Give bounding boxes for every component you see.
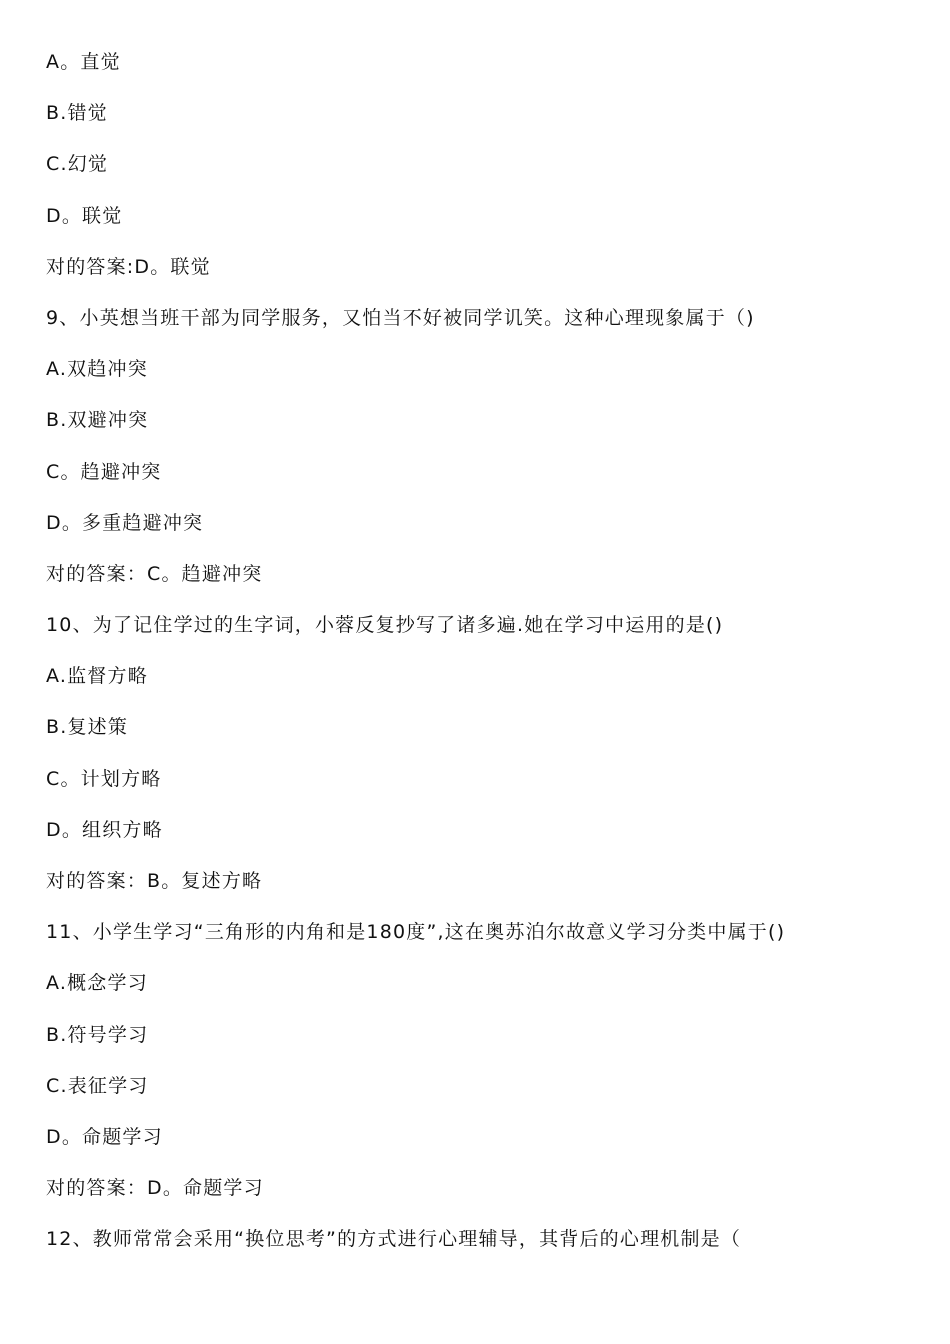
question-line: 12、教师常常会采用“换位思考”的方式进行心理辅导，其背后的心理机制是（ [46, 1228, 742, 1251]
answer-line: 对的答案：D。命题学习 [46, 1177, 264, 1200]
option-line: D。命题学习 [46, 1125, 163, 1148]
answer-line: 对的答案：B。复述方略 [46, 870, 263, 892]
answer-line: 对的答案:D。联觉 [46, 255, 211, 278]
option-line: B.双避冲突 [46, 409, 149, 432]
option-line: D。多重趋避冲突 [46, 511, 204, 534]
option-line: B.错觉 [46, 102, 108, 125]
question-line: 9、小英想当班干部为同学服务，又怕当不好被同学讥笑。这种心理现象属于（) [46, 306, 755, 329]
option-line: A。直觉 [46, 51, 121, 73]
option-line: C.表征学习 [46, 1074, 149, 1097]
question-line: 10、为了记住学过的生字词，小蓉反复抄写了诸多遍.她在学习中运用的是() [46, 614, 724, 637]
option-line: A.监督方略 [46, 665, 148, 688]
document-body [46, 46, 910, 1275]
option-line: B.复述策 [46, 716, 129, 739]
option-line: D。联觉 [46, 204, 123, 227]
option-line: D。组织方略 [46, 818, 163, 841]
option-line: B.符号学习 [46, 1023, 149, 1046]
option-line: A.概念学习 [46, 972, 148, 995]
option-line: C。计划方略 [46, 767, 162, 790]
answer-line: 对的答案：C。趋避冲突 [46, 562, 263, 585]
question-line: 11、小学生学习“三角形的内角和是180度”,这在奥苏泊尔故意义学习分类中属于() [46, 921, 786, 944]
option-line: A.双趋冲突 [46, 358, 148, 381]
option-line: C.幻觉 [46, 153, 109, 176]
option-line: C。趋避冲突 [46, 460, 162, 483]
